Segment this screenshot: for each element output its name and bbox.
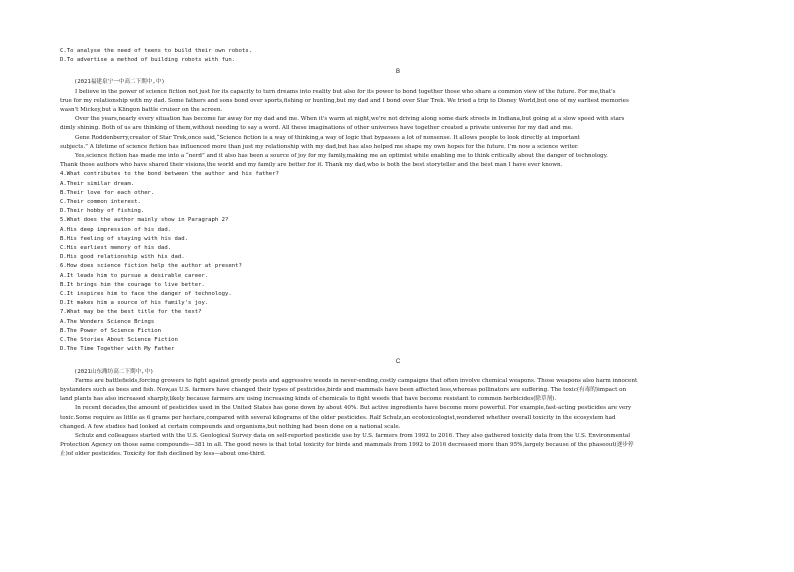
option-c-top: C.To analyse the need of teens to build their own robots.	[60, 48, 252, 54]
answer-option: B.His feeling of staying with his dad.	[60, 235, 188, 242]
answer-option: A.The Wonders Science Brings	[60, 318, 155, 325]
paragraph-line: Schulz and colleagues started with the U.S. Geological Survey data on self-reported pesticide use by U.S. farmers from 1992 to 2016. They also gathered toxicity data from the U.S. Environmental	[75, 432, 631, 439]
paragraph-line: Protection Agency on those same compounds—381 in all. The good news is that total toxicity for birds and mammals from 1992 to 2016 decreased more than 95%,largely because of the phaseout(逐步停	[60, 442, 634, 449]
answer-option: B.It brings him the courage to live better.	[60, 281, 205, 288]
answer-option: C.The Stories About Science Fiction	[60, 337, 178, 344]
exam-page	[60, 47, 736, 460]
answer-option: A.It leads him to pursue a desirable career.	[60, 272, 209, 279]
paragraph-line: changed. A few studies had looked at certain compounds and organisms,but nothing had been done on a national scale.	[60, 423, 401, 430]
answer-option: C.Their common interest.	[60, 199, 141, 206]
answer-option: B.The Power of Science Fiction	[60, 327, 162, 334]
passage-c-text	[60, 377, 736, 460]
option-d-top: D.To advertise a method of building robots with fun.	[60, 57, 236, 64]
paragraph-line: I believe in the power of science fiction not just for its capacity to turn dreams into reality but also for its power to bond together those who share a common view of the future. For me,that's	[75, 88, 616, 95]
paragraph-line: toxic.Some require as little as 6 grams per hectare,compared with several kilograms of the older pesticides. Ralf Schulz,an ecotoxicologist,wondered whether overall toxicity in the ecosystem had	[60, 414, 616, 421]
paragraph-line: Yes,science fiction has made me into a “nerd” and it also has been a source of joy for my family,making me an optimist while enabling me to think critically about the danger of technology.	[75, 153, 608, 160]
passage-b-questions	[60, 170, 736, 354]
paragraph-line: subjects.” A lifetime of science fiction has influenced more than just my relationship with my dad,but has also helped me shape my own hopes for the future. I'm now a science writer.	[60, 143, 579, 150]
answer-option: D.The Time Together with My Father	[60, 346, 175, 353]
question-stem: 4.What contributes to the bond between the author and his father?	[60, 171, 279, 178]
passage-b-source: (2021福建泉宁一中高二下期中,中)	[74, 79, 165, 86]
paragraph-line: dimly shining. Both of us are thinking of them,without needing to say a word. All these imaginations of other universes have together created a private universe for my dad and me.	[60, 125, 573, 132]
answer-option: A.His deep impression of his dad.	[60, 226, 172, 233]
paragraph-line: Gene Roddenberry,creator of Star Trek,once said,“Science fiction is a way of thinking,a way of logic that bypasses a lot of nonsense. It allows people to look directly at important	[75, 134, 580, 141]
paragraph-line: Over the years,nearly every situation has become far away for my dad and me. When it's warm at night,we're not driving along some dark streets in Indiana,but going at a slow speed with stars	[75, 116, 625, 123]
paragraph-line: Farms are battlefields,forcing growers to fight against greedy pests and aggressive weeds in never-ending,costly campaigns that often involve chemical weapons. Those weapons also harm innocent	[75, 377, 638, 384]
answer-option: D.Their hobby of fishing.	[60, 208, 145, 215]
passage-c-source: (2021山东潍坊高二下期中,中)	[74, 368, 154, 375]
answer-option: C.His earliest memory of his dad.	[60, 245, 172, 252]
paragraph-line: In recent decades,the amount of pesticides used in the United States has gone down by about 40%. But active ingredients have become more powerful. For example,fast-acting pesticides are very	[75, 405, 632, 412]
paragraph-line: bystanders such as bees and fish. Now,as U.S. farmers have changed their types of pesticides,birds and mammals have been affected less,whereas pollinators are suffering. The toxic(有毒的)impact on	[60, 386, 627, 393]
section-b-label: B	[395, 69, 400, 76]
answer-option: C.It inspires him to face the danger of technology.	[60, 291, 232, 298]
paragraph-line: true for my relationship with my dad. Some fathers and sons bond over sports,fishing or hunting,but my dad and I bond over Star Trek. We tried a trip to Disney World,but one of my earliest memories	[60, 97, 629, 104]
passage-b-text	[60, 88, 736, 171]
question-stem: 6.How does science fiction help the author at present?	[60, 263, 242, 270]
section-c-label: C	[395, 358, 401, 365]
answer-option: B.Their love for each other.	[60, 189, 155, 196]
answer-option: D.His good relationship with his dad.	[60, 254, 185, 261]
question-stem: 5.What does the author mainly show in Paragraph 2?	[60, 217, 229, 224]
answer-option: D.It makes him a source of his family's joy.	[60, 300, 209, 307]
answer-option: A.Their similar dream.	[60, 180, 135, 187]
question-stem: 7.What may be the best title for the text?	[60, 309, 202, 316]
paragraph-line: 止)of older pesticides. Toxicity for fish declined by less—about one-third.	[60, 451, 266, 458]
paragraph-line: wasn't Mickey,but a Klingon battle cruiser on the screen.	[60, 107, 223, 114]
paragraph-line: land plants has also increased sharply,likely because farmers are using increasing kinds of chemicals to fight weeds that have become resistant to common herbicides(除草剂).	[60, 396, 557, 403]
paragraph-line: Thank those authors who have shared their visions,the world and my family are better for it. Thank my dad,who is both the best storyteller and the best man I have ever known.	[60, 162, 563, 169]
